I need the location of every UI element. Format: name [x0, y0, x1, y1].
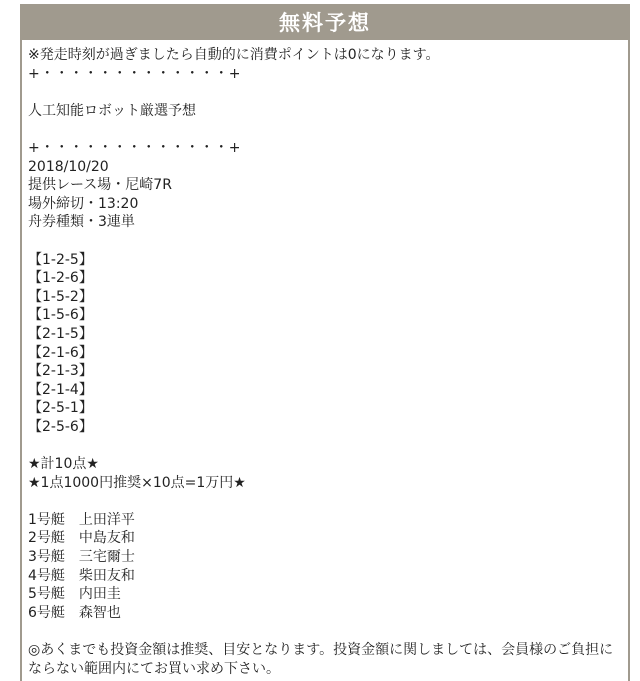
prediction-name: 人工知能ロボット厳選予想: [28, 102, 196, 119]
racer-name: 上田洋平: [78, 511, 135, 528]
bet-recommendation: ★1点1000円推奨×10点=1万円★: [28, 474, 246, 491]
racer-row: [28, 585, 628, 604]
combination-item: 【2-1-6】: [28, 344, 93, 361]
spacer: [28, 622, 628, 641]
separator-top: +・・・・・・・・・・・・・+: [28, 65, 241, 82]
race-venue: 提供レース場・尼崎7R: [28, 177, 172, 194]
spacer: [28, 492, 628, 511]
race-date: 2018/10/20: [28, 158, 109, 175]
combination-item: 【2-1-5】: [28, 325, 93, 342]
racer-name: 中島友和: [78, 530, 135, 547]
panel-title: 無料予想: [279, 11, 371, 35]
racer-name: 三宅爾士: [78, 549, 135, 566]
spacer: [28, 232, 628, 251]
boat-number: 3号艇: [28, 549, 65, 566]
combination-item: 【1-2-5】: [28, 251, 93, 268]
combination-item: 【1-5-2】: [28, 288, 93, 305]
boat-number: 5号艇: [28, 586, 65, 603]
racer-list: [28, 511, 628, 623]
racer-row: [28, 567, 628, 586]
racer-name: 柴田友和: [78, 567, 135, 584]
combination-item: 【2-5-1】: [28, 400, 93, 417]
combination-item: 【2-1-3】: [28, 363, 93, 380]
notice-text: ※発走時刻が過ぎましたら自動的に消費ポイントは0になります。: [28, 47, 440, 63]
boat-number: 6号艇: [28, 604, 65, 621]
combination-item: 【1-2-6】: [28, 270, 93, 287]
race-deadline: 場外締切・13:20: [28, 195, 139, 212]
prediction-content: [22, 40, 628, 678]
separator-bottom: +・・・・・・・・・・・・・+: [28, 139, 241, 156]
spacer: [28, 120, 628, 139]
spacer: [28, 83, 628, 102]
free-prediction-panel: [20, 4, 630, 681]
racer-name: 内田圭: [78, 586, 121, 603]
disclaimer-text: ◎あくまでも投資金額は推奨、目安となります。投資金額に関しましては、会員様のご負担にならない範囲内にてお買い求め下さい。: [28, 642, 614, 677]
combination-item: 【2-1-4】: [28, 381, 93, 398]
racer-name: 森智也: [78, 604, 121, 621]
panel-header: [22, 4, 628, 40]
spacer: [28, 436, 628, 455]
ticket-type: 舟券種類・3連単: [28, 214, 135, 231]
racer-row: [28, 529, 628, 548]
racer-row: [28, 548, 628, 567]
combination-item: 【1-5-6】: [28, 307, 93, 324]
total-points: ★計10点★: [28, 456, 99, 473]
combination-list: [28, 251, 628, 437]
combination-item: 【2-5-6】: [28, 418, 93, 435]
boat-number: 4号艇: [28, 567, 65, 584]
racer-row: [28, 604, 628, 623]
boat-number: 2号艇: [28, 530, 65, 547]
racer-row: [28, 511, 628, 530]
boat-number: 1号艇: [28, 511, 65, 528]
race-info: [28, 158, 628, 232]
